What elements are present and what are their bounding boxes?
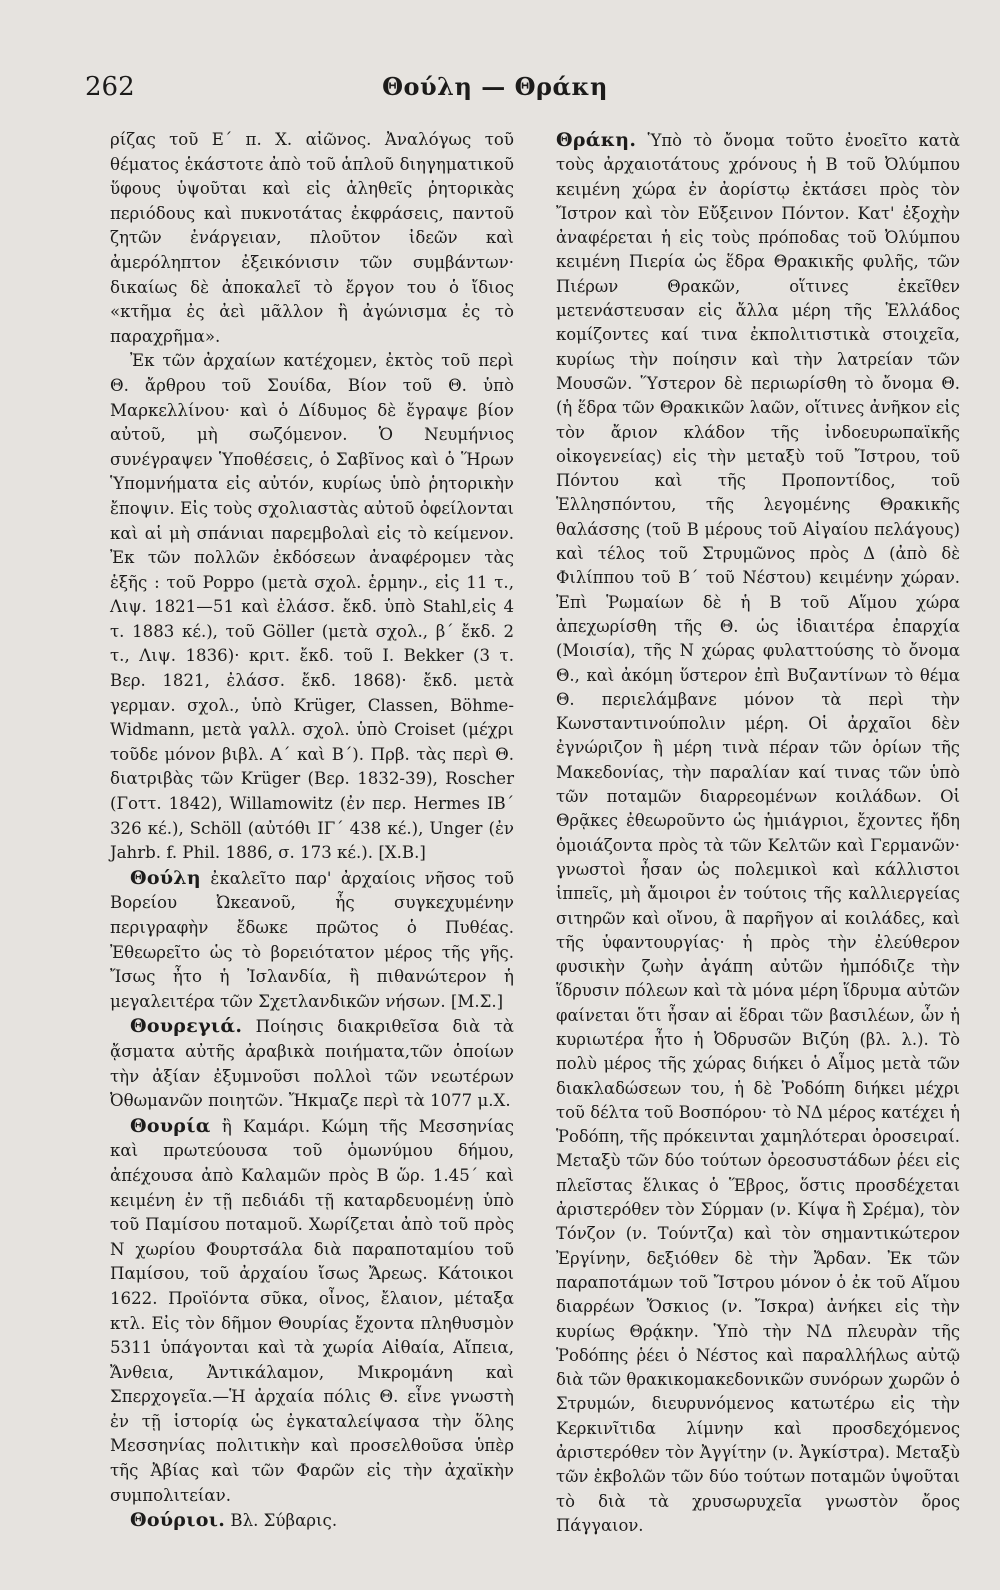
- running-head: Θούλη — Θράκη: [382, 72, 608, 101]
- editions-paragraph: Ἐκ τῶν ἀρχαίων κατέχομεν, ἐκτὸς τοῦ περὶ Θ. ἄρθρου τοῦ Σουίδα, Βίον τοῦ Θ. ὑπὸ Μαρκελλίνου· καὶ ὁ Δίδυμος δὲ ἔγραψε βίον αὐτοῦ, μὴ σωζόμενον. Ὁ Νευμήνιος συνέγραψεν Ὑποθέσεις, ὁ Σαβῖνος καὶ ὁ Ἥρων Ὑπομνήματα εἰς αὐτόν, κυρίως ὑπὸ ῥητορικὴν ἔποψιν. Εἰς τοὺς σχολιαστὰς αὐτοῦ ὀφείλονται καὶ αἱ μὴ σπάνιαι παρεμβολαὶ εἰς τὸ κείμενον. Ἐκ τῶν πολλῶν ἐκδόσεων ἀναφέρομεν τὰς ἑξῆς : τοῦ Poppo (μετὰ σχολ. ἑρμην., εἰς 11 τ., Λιψ. 1821—51 καὶ ἐλάσσ. ἔκδ. ὑπὸ Stahl,εἰς 4 τ. 1883 κέ.), τοῦ Göller (μετὰ σχολ., β΄ ἔκδ. 2 τ., Λιψ. 1836)· κριτ. ἔκδ. τοῦ I. Bekker (3 τ. Βερ. 1821, ἐλάσσ. ἔκδ. 1868)· ἔκδ. μετὰ γερμαν. σχολ., ὑπὸ Krüger, Classen, Böhme-Widmann, μετὰ γαλλ. σχολ. ὑπὸ Croiset (μέχρι τοῦδε μόνον βιβλ. Α΄ καὶ Β΄). Πρβ. τὰς περὶ Θ. διατριβὰς τῶν Krüger (Βερ. 1832-39), Roscher (Γοττ. 1842), Willamowitz (ἐν περ. Hermes ΙΒ΄ 326 κέ.), Schöll (αὐτόθι ΙΓ΄ 438 κέ.), Unger (ἐν Jahrb. f. Phil. 1886, σ. 173 κέ.). [X.B.]: [110, 351, 514, 863]
- left-column: [110, 128, 514, 1534]
- entry-thourioi: [110, 1508, 514, 1534]
- entry-text: Ποίησις διακριθεῖσα διὰ τὰ ᾄσματα αὐτῆς ἀραβικὰ ποιήματα,τῶν ὁποίων τὴν ἀξίαν ἐξυμνοῦσι πολλοὶ τῶν νεωτέρων Ὀθωμανῶν ποιητῶν. Ἤκμαζε περὶ τὰ 1077 μ.Χ.: [110, 1017, 514, 1111]
- entry-text: Ὑπὸ τὸ ὄνομα τοῦτο ἐνοεῖτο κατὰ τοὺς ἀρχαιοτάτους χρόνους ἡ Β τοῦ Ὀλύμπου κειμένη χώρα ἐν ἀορίστῳ ἐκτάσει πρὸς τὸν Ἴστρον καὶ τὸν Εὔξεινον Πόντον. Κατ' ἐξοχὴν ἀναφέρεται ἡ εἰς τοὺς πρόποδας τοῦ Ὀλύμπου κειμένη Πιερία ὡς ἕδρα Θρακικῆς φυλῆς, τῶν Πιέρων Θρακῶν, οἵτινες ἐκεῖθεν μετενάστευσαν εἰς ἄλλα μέρη τῆς Ἑλλάδος κομίζοντες καί τινα ἐκπολιτιστικὰ στοιχεῖα, κυρίως τὴν ποίησιν καὶ τὴν λατρείαν τῶν Μουσῶν. Ὕστερον δὲ περιωρίσθη τὸ ὄνομα Θ. (ἡ ἕδρα τῶν Θρακικῶν λαῶν, οἵτινες ἀνῆκον εἰς τὸν ἄριον κλάδον τῆς ἰνδοευρωπαϊκῆς οἰκογενείας) εἰς τὴν μεταξὺ τοῦ Ἴστρου, τοῦ Πόντου καὶ τῆς Προποντίδος, τοῦ Ἑλλησπόντου, τῆς λεγομένης Θρακικῆς θαλάσσης (τοῦ Β μέρους τοῦ Αἰγαίου πελάγους) καὶ τέλος τοῦ Στρυμῶνος πρὸς Δ (ἀπὸ δὲ Φιλίππου τοῦ Β΄ τοῦ Νέστου) κειμένην χώραν. Ἐπὶ Ῥωμαίων δὲ ἡ Β τοῦ Αἵμου χώρα ἀπεχωρίσθη τῆς Θ. ὡς ἰδιαιτέρα ἐπαρχία (Μοισία), τῆς Ν χώρας φυλαττούσης τὸ ὄνομα Θ., καὶ ἀκόμη ὕστερον ἐπὶ Βυζαντίνων τὸ θέμα Θ. περιελάμβανε μόνον τὰ περὶ τὴν Κωνσταντινούπολιν μέρη. Οἱ ἀρχαῖοι δὲν ἐγνώριζον ἢ μέρη τινὰ πέραν τῶν ὁρίων τῆς Μακεδονίας, τὴν παραλίαν καί τινας τῶν ὑπὸ τῶν ποταμῶν διαρρεομένων κοιλάδων. Οἱ Θρᾷκες ἐθεωροῦντο ὡς ἡμιάγριοι, ἔχοντες ἤδη ὁμοιάζοντα πρὸς τὰ τῶν Κελτῶν καὶ Γερμανῶν· γνωστοὶ ἦσαν ὡς πολεμικοὶ καὶ κάλλιστοι ἱππεῖς, μὴ ἄμοιροι ἐν τούτοις τῆς καλλιεργείας σιτηρῶν καὶ οἴνου, ἃ παρῆγον αἱ κοιλάδες, καὶ τῆς ὑφαντουργίας· ἡ πρὸς τὴν ἐλεύθερον φυσικὴν ζωὴν ἀγάπη αὐτῶν ἠμπόδιζε τὴν ἵδρυσιν πόλεων καὶ τὰ μόνα μέρη ἵδρυμα αὐτῶν φαίνεται ὅτι ἦσαν αἱ ἕδραι τῶν βασιλέων, ὧν ἡ κυριωτέρα ἦτο ἡ Ὀδρυσῶν Βιζύη (βλ. λ.). Τὸ πολὺ μέρος τῆς χώρας διήκει ὁ Αἶμος μετὰ τῶν διακλαδώσεων του, ἡ δὲ Ῥοδόπη διήκει μέχρι τοῦ δέλτα τοῦ Βοσπόρου· τὸ ΝΔ μέρος κατέχει ἡ Ῥοδόπη, τῆς πρόκεινται χαμηλότεραι ὀροσειραί. Μεταξὺ τῶν δύο τούτων ὀρεοσυστάδων ῥέει εἰς πλεῖστας ἕλικας ὁ Ἕβρος, ὅστις προσδέχεται ἀριστερόθεν τὸν Σύρμαν (ν. Κίψα ἢ Σρέμα), τὸν Τόνζον (ν. Τούντζα) καὶ τὸν σημαντικώτερον Ἐργίνην, δεξιόθεν δὲ τὴν Ἄρδαν. Ἐκ τῶν παραποτάμων τοῦ Ἴστρου μόνον ὁ ἐκ τοῦ Αἵμου διαρρέων Ὄσκιος (ν. Ἴσκρα) ἀνήκει εἰς τὴν κυρίως Θρᾴκην. Ὑπὸ τὴν ΝΔ πλευρὰν τῆς Ῥοδόπης ῥέει ὁ Νέστος καὶ παραλλήλως αὐτῷ διὰ τῶν θρακικομακεδονικῶν συνόρων χωρῶν ὁ Στρυμών, διευρυνόμενος κατωτέρω εἰς τὴν Κερκινῖτιδα λίμνην καὶ προσδεχόμενος ἀριστερόθεν τὸν Ἀγγίτην (ν. Ἀγκίστρα). Μεταξὺ τῶν ἐκβολῶν τῶν δύο τούτων ποταμῶν ὑψοῦται τὸ διὰ τὰ χρυσωρυχεῖα γνωστὸν ὄρος Πάγγαιον.: [556, 131, 960, 1535]
- entry-headword: Θούριοι.: [130, 1509, 226, 1532]
- entry-headword: Θουρεγιά.: [130, 1015, 243, 1038]
- entry-text: Βλ. Σύβαρις.: [225, 1511, 338, 1531]
- page-header: [85, 72, 905, 112]
- entry-headword: Θράκη.: [556, 129, 637, 151]
- right-column: [556, 128, 960, 1538]
- entry-thraki: [556, 128, 960, 1538]
- entry-text: ἢ Καμάρι. Κώμη τῆς Μεσσηνίας καὶ πρωτεύουσα τοῦ ὁμωνύμου δήμου, ἀπέχουσα ἀπὸ Καλαμῶν πρὸς Β ὥρ. 1.45΄ καὶ κειμένη ἐν τῇ πεδιάδι τῇ καταρδευομένῃ ὑπὸ τοῦ Παμίσου ποταμοῦ. Χωρίζεται ἀπὸ τοῦ πρὸς Ν χωρίου Φουρτσάλα διὰ παραποταμίου τοῦ Παμίσου, τοῦ ἀρχαίου ἴσως Ἄρεως. Κάτοικοι 1622. Προϊόντα σῦκα, οἶνος, ἔλαιον, μέταξα κτλ. Εἰς τὸν δῆμον Θουρίας ἔχοντα πληθυσμὸν 5311 ὑπάγονται καὶ τὰ χωρία Αἰθαία, Αἴπεια, Ἄνθεια, Ἀντικάλαμον, Μικρομάνη καὶ Σπερχογεῖα.—Ἡ ἀρχαία πόλις Θ. εἶνε γνωστὴ ἐν τῇ ἱστορίᾳ ὡς ἐγκαταλείψασα τὴν ὅλης Μεσσηνίας πολιτικὴν καὶ προσελθοῦσα ὑπὲρ τῆς Ἀβίας καὶ τῶν Φαρῶν εἰς τὴν ἀχαϊκὴν συμπολιτείαν.: [110, 1116, 514, 1505]
- entry-thouria: [110, 1114, 514, 1509]
- entry-text: ἐκαλεῖτο παρ' ἀρχαίοις νῆσος τοῦ Βορείου Ὠκεανοῦ, ἧς συγκεχυμένην περιγραφὴν ἔδωκε πρῶτος ὁ Πυθέας. Ἐθεωρεῖτο ὡς τὸ βορειότατον μέρος τῆς γῆς. Ἴσως ἦτο ἡ Ἰσλανδία, ἢ πιθανώτερον ἡ μεγαλειτέρα τῶν Σχετλανδικῶν νήσων. [Μ.Σ.]: [110, 868, 514, 1011]
- continued-paragraph: ρίζας τοῦ Ε΄ π. Χ. αἰῶνος. Ἀναλόγως τοῦ θέματος ἑκάστοτε ἀπὸ τοῦ ἁπλοῦ διηγηματικοῦ ὕφους ὑψοῦται καὶ εἰς ἀληθεῖς ῥητορικὰς περιόδους καὶ πυκνοτάτας ἐκφράσεις, παντοῦ ζητῶν ἐνάργειαν, πλοῦτον ἰδεῶν καὶ ἀμερόληπτον ἐξεικόνισιν τῶν συμβάντων· δικαίως δὲ ἀποκαλεῖ τὸ ἔργον του ὁ ἴδιος «κτῆμα ἐς ἀεὶ μᾶλλον ἢ ἀγώνισμα ἐς τὸ παραχρῆμα».: [110, 130, 514, 346]
- entry-headword: Θουρία: [130, 1114, 211, 1137]
- entry-thoule: [110, 866, 514, 1015]
- entry-thouregia: [110, 1014, 514, 1113]
- entry-headword: Θούλη: [130, 866, 202, 889]
- page-number: 262: [85, 72, 135, 102]
